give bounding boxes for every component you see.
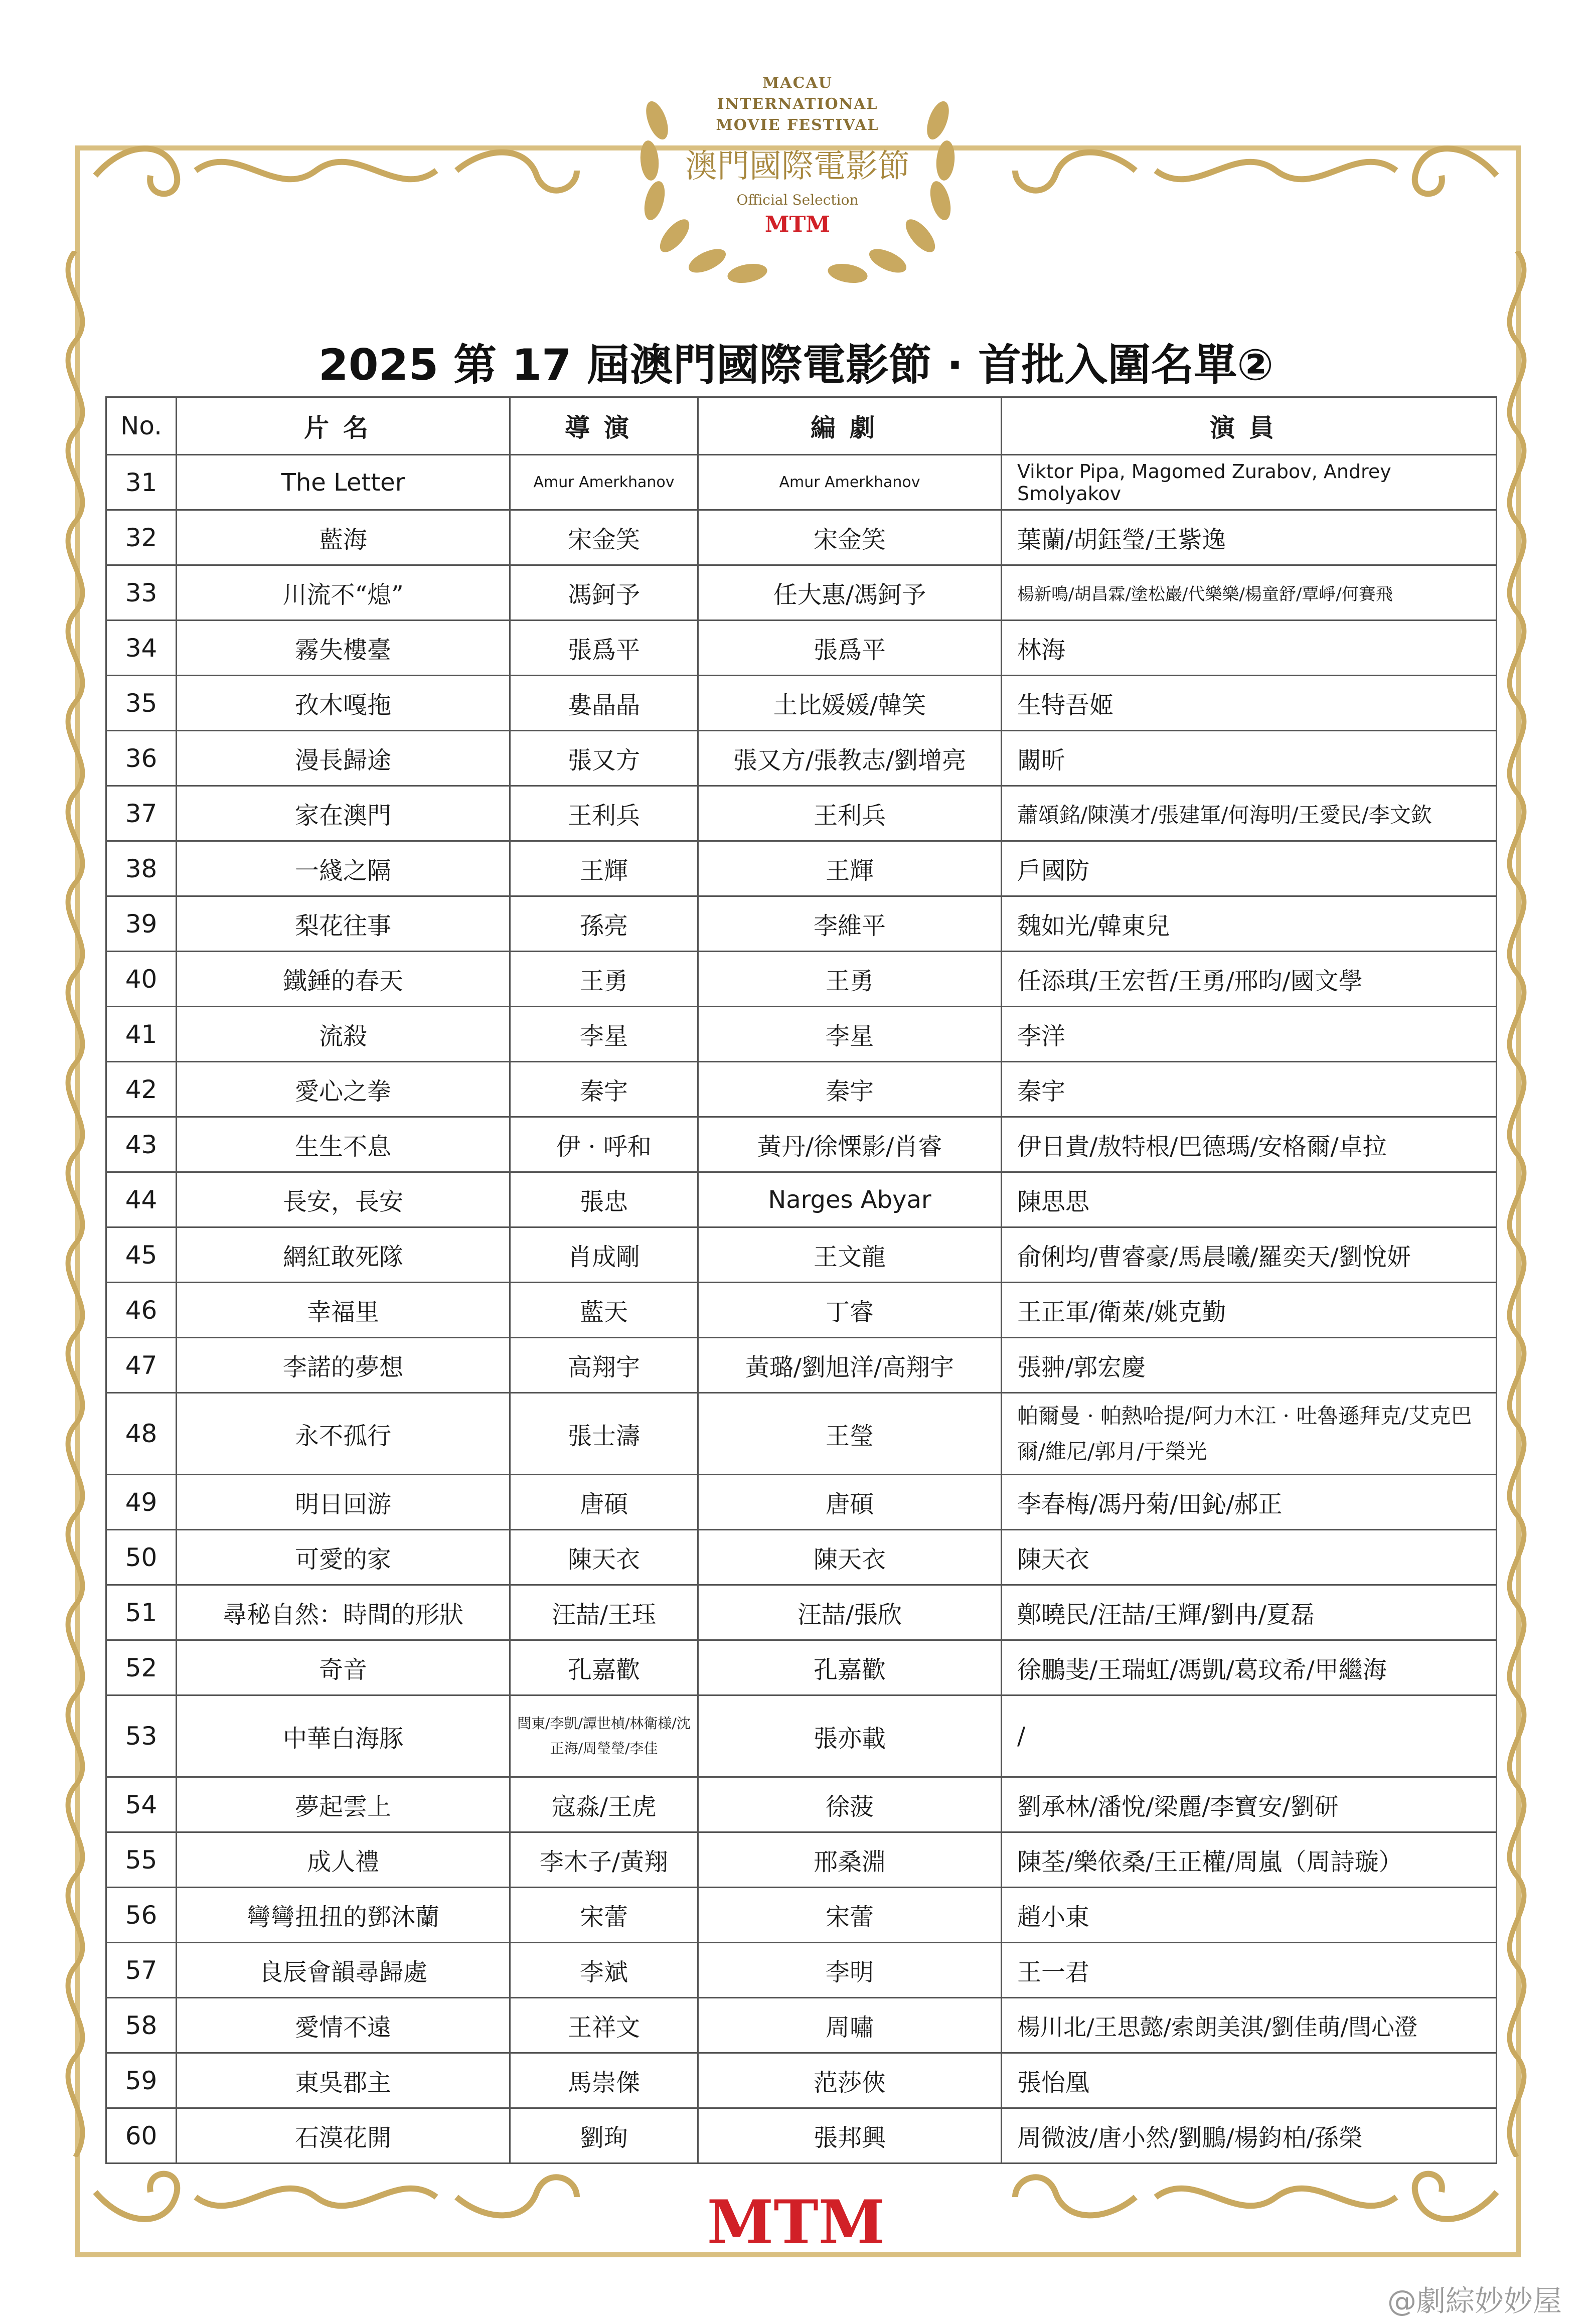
cell-title: 東吳郡主	[177, 2053, 510, 2108]
cell-title: 愛心之拳	[177, 1062, 510, 1117]
badge-mtm-logo: MTM	[764, 212, 831, 237]
cell-no: 34	[106, 621, 177, 676]
cell-director: 馬崇傑	[510, 2053, 698, 2108]
cell-cast: 劉承林/潘悅/梁麗/李寶安/劉研	[1002, 1777, 1497, 1832]
cell-title: 霧失樓臺	[177, 621, 510, 676]
cell-no: 57	[106, 1943, 177, 1998]
cell-title: 明日回游	[177, 1475, 510, 1530]
cell-title: 生生不息	[177, 1117, 510, 1172]
cell-cast: 王正軍/衛萊/姚克勤	[1002, 1283, 1497, 1338]
cell-director: 馮鈳予	[510, 565, 698, 621]
cell-writer: 黃丹/徐慄影/肖睿	[698, 1117, 1002, 1172]
cell-no: 47	[106, 1338, 177, 1393]
top-left-scroll-ornament	[85, 130, 587, 211]
cell-cast: 任添琪/王宏哲/王勇/邢昀/國文學	[1002, 952, 1497, 1007]
cell-no: 31	[106, 455, 177, 510]
cell-director: 宋金笑	[510, 510, 698, 565]
cell-writer: 陳天衣	[698, 1530, 1002, 1585]
header-director: 導演	[510, 397, 698, 455]
cell-no: 33	[106, 565, 177, 621]
cell-title: 愛情不遠	[177, 1998, 510, 2053]
cell-no: 44	[106, 1172, 177, 1227]
cell-writer: 丁睿	[698, 1283, 1002, 1338]
cell-writer: 汪喆/張欣	[698, 1585, 1002, 1640]
cell-cast: 陳荃/樂依桑/王正權/周嵐（周詩璇）	[1002, 1832, 1497, 1888]
cell-title: 永不孤行	[177, 1393, 510, 1475]
table-row	[106, 565, 1497, 621]
cell-director: 李木子/黃翔	[510, 1832, 698, 1888]
cell-writer: 任大惠/馮鈳予	[698, 565, 1002, 621]
table-row	[106, 1393, 1497, 1475]
cell-writer: 宋金笑	[698, 510, 1002, 565]
cell-director: 張爲平	[510, 621, 698, 676]
cell-director: 唐碩	[510, 1475, 698, 1530]
table-row	[106, 1475, 1497, 1530]
cell-writer: 張爲平	[698, 621, 1002, 676]
cell-no: 45	[106, 1227, 177, 1283]
badge-official-selection: Official Selection	[736, 192, 859, 208]
cell-cast: 戶國防	[1002, 841, 1497, 896]
table-row	[106, 1117, 1497, 1172]
cell-cast: 李春梅/馮丹菊/田鈊/郝正	[1002, 1475, 1497, 1530]
cell-director: 肖成剛	[510, 1227, 698, 1283]
cell-director: 陳天衣	[510, 1530, 698, 1585]
cell-title: 一綫之隔	[177, 841, 510, 896]
table-row	[106, 1530, 1497, 1585]
cell-director: 孫亮	[510, 896, 698, 952]
cell-cast: 葉蘭/胡鈺瑩/王紫逸	[1002, 510, 1497, 565]
table-row	[106, 1777, 1497, 1832]
cell-director: 藍天	[510, 1283, 698, 1338]
page-title: 2025 第 17 屆澳門國際電影節 · 首批入圍名單②	[318, 340, 1274, 390]
cell-title: 中華白海豚	[177, 1695, 510, 1777]
cell-cast: 伊日貴/敖特根/巴德瑪/安格爾/卓拉	[1002, 1117, 1497, 1172]
cell-director: 李斌	[510, 1943, 698, 1998]
header-title: 片名	[177, 397, 510, 455]
cell-title: 漫長歸途	[177, 731, 510, 786]
cell-no: 53	[106, 1695, 177, 1777]
cell-no: 32	[106, 510, 177, 565]
cell-title: 家在澳門	[177, 786, 510, 841]
cell-director: 王輝	[510, 841, 698, 896]
cell-writer: 李明	[698, 1943, 1002, 1998]
table-row	[106, 2053, 1497, 2108]
cell-writer: Amur Amerkhanov	[698, 455, 1002, 510]
table-row	[106, 1695, 1497, 1777]
cell-title: 孜木嘎拖	[177, 676, 510, 731]
left-ornamental-border	[45, 251, 105, 2157]
cell-director: 汪喆/王珏	[510, 1585, 698, 1640]
cell-cast: 魏如光/韓東兒	[1002, 896, 1497, 952]
table-body	[106, 455, 1497, 2163]
cell-director: 張忠	[510, 1172, 698, 1227]
cell-director: 王勇	[510, 952, 698, 1007]
cell-no: 36	[106, 731, 177, 786]
cell-cast: 蕭頌銘/陳漢才/張建軍/何海明/王愛民/李文欽	[1002, 786, 1497, 841]
cell-director: 寇淼/王虎	[510, 1777, 698, 1832]
header-writer: 編劇	[698, 397, 1002, 455]
cell-title: 成人禮	[177, 1832, 510, 1888]
cell-cast: 楊川北/王思懿/索朗美淇/劉佳萌/閆心澄	[1002, 1998, 1497, 2053]
cell-cast: 鄭曉民/汪喆/王輝/劉冉/夏磊	[1002, 1585, 1497, 1640]
cell-no: 55	[106, 1832, 177, 1888]
cell-no: 38	[106, 841, 177, 896]
cell-writer: 王利兵	[698, 786, 1002, 841]
cell-cast: 張翀/郭宏慶	[1002, 1338, 1497, 1393]
cell-title: The Letter	[177, 455, 510, 510]
cell-cast: 秦宇	[1002, 1062, 1497, 1117]
cell-cast: 俞俐均/曹睿豪/馬晨曦/羅奕天/劉悅妍	[1002, 1227, 1497, 1283]
cell-no: 35	[106, 676, 177, 731]
cell-director: 王利兵	[510, 786, 698, 841]
cell-no: 39	[106, 896, 177, 952]
cell-cast: 闞昕	[1002, 731, 1497, 786]
cell-director: 伊 · 呼和	[510, 1117, 698, 1172]
cell-director: 張士濤	[510, 1393, 698, 1475]
festival-laurel-badge	[627, 60, 968, 291]
cell-writer: 李維平	[698, 896, 1002, 952]
cell-cast: 徐鵬斐/王瑞虹/馮凱/葛玟希/甲繼海	[1002, 1640, 1497, 1695]
header-cast: 演員	[1002, 397, 1497, 455]
cell-no: 37	[106, 786, 177, 841]
cell-cast: 張怡凰	[1002, 2053, 1497, 2108]
cell-no: 54	[106, 1777, 177, 1832]
cell-title: 尋秘自然：時間的形狀	[177, 1585, 510, 1640]
table-row	[106, 1943, 1497, 1998]
table-row	[106, 676, 1497, 731]
cell-director: 孔嘉歡	[510, 1640, 698, 1695]
table-row	[106, 731, 1497, 786]
cell-writer: 王輝	[698, 841, 1002, 896]
cell-writer: 邢桑淵	[698, 1832, 1002, 1888]
cell-writer: 土比媛媛/韓笑	[698, 676, 1002, 731]
table-row	[106, 1640, 1497, 1695]
table-row	[106, 621, 1497, 676]
badge-chinese-name: 澳門國際電影節	[685, 148, 910, 185]
cell-director: 劉珣	[510, 2108, 698, 2163]
cell-cast: 王一君	[1002, 1943, 1497, 1998]
cell-title: 藍海	[177, 510, 510, 565]
table-row	[106, 1227, 1497, 1283]
cell-cast: 陳思思	[1002, 1172, 1497, 1227]
cell-writer: 李星	[698, 1007, 1002, 1062]
table-row	[106, 896, 1497, 952]
cell-writer: 王勇	[698, 952, 1002, 1007]
cell-writer: 張邦興	[698, 2108, 1002, 2163]
cell-writer: 周嘯	[698, 1998, 1002, 2053]
cell-director: 張又方	[510, 731, 698, 786]
cell-director: Amur Amerkhanov	[510, 455, 698, 510]
cell-title: 良辰會韻尋歸處	[177, 1943, 510, 1998]
table-row	[106, 1062, 1497, 1117]
cell-title: 石漠花開	[177, 2108, 510, 2163]
cell-cast: 楊新鳴/胡昌霖/塗松巖/代樂樂/楊童舒/覃崢/何賽飛	[1002, 565, 1497, 621]
cell-title: 李諾的夢想	[177, 1338, 510, 1393]
cell-cast: 陳天衣	[1002, 1530, 1497, 1585]
cell-director: 閆東/李凱/譚世楨/林衛様/沈正海/周瑩瑩/李佳	[510, 1695, 698, 1777]
cell-writer: 宋蕾	[698, 1888, 1002, 1943]
cell-title: 流殺	[177, 1007, 510, 1062]
cell-title: 長安，長安	[177, 1172, 510, 1227]
table-row	[106, 1007, 1497, 1062]
cell-title: 幸福里	[177, 1283, 510, 1338]
cell-writer: 秦宇	[698, 1062, 1002, 1117]
cell-director: 宋蕾	[510, 1888, 698, 1943]
cell-cast: Viktor Pipa, Magomed Zurabov, Andrey Smolyakov	[1002, 455, 1497, 510]
cell-director: 秦宇	[510, 1062, 698, 1117]
cell-no: 50	[106, 1530, 177, 1585]
table-row	[106, 786, 1497, 841]
table-header-row	[106, 397, 1497, 455]
watermark-text: @劇綜妙妙屋	[1387, 2284, 1562, 2318]
cell-writer: 王瑩	[698, 1393, 1002, 1475]
cell-title: 網紅敢死隊	[177, 1227, 510, 1283]
cell-writer: Narges Abyar	[698, 1172, 1002, 1227]
cell-writer: 王文龍	[698, 1227, 1002, 1283]
cell-writer: 范莎俠	[698, 2053, 1002, 2108]
cell-title: 夢起雲上	[177, 1777, 510, 1832]
table-row	[106, 1998, 1497, 2053]
cell-title: 可愛的家	[177, 1530, 510, 1585]
cell-cast: /	[1002, 1695, 1497, 1777]
table-row	[106, 2108, 1497, 2163]
selection-table	[105, 396, 1497, 2164]
cell-cast: 趙小東	[1002, 1888, 1497, 1943]
table-row	[106, 841, 1497, 896]
cell-no: 58	[106, 1998, 177, 2053]
footer-mtm-logo: MTM	[707, 2187, 885, 2258]
table-row	[106, 1832, 1497, 1888]
cell-director: 高翔宇	[510, 1338, 698, 1393]
cell-writer: 張亦載	[698, 1695, 1002, 1777]
cell-writer: 孔嘉歡	[698, 1640, 1002, 1695]
cell-cast: 帕爾曼 · 帕熱哈提/阿力木江 · 吐魯遜拜克/艾克巴爾/維尼/郭月/于榮光	[1002, 1393, 1497, 1475]
cell-no: 48	[106, 1393, 177, 1475]
cell-no: 59	[106, 2053, 177, 2108]
cell-writer: 徐菠	[698, 1777, 1002, 1832]
cell-no: 40	[106, 952, 177, 1007]
cell-no: 60	[106, 2108, 177, 2163]
table-row	[106, 1172, 1497, 1227]
cell-no: 56	[106, 1888, 177, 1943]
badge-line-international: INTERNATIONAL	[717, 95, 878, 113]
cell-no: 43	[106, 1117, 177, 1172]
cell-no: 52	[106, 1640, 177, 1695]
cell-writer: 唐碩	[698, 1475, 1002, 1530]
cell-no: 49	[106, 1475, 177, 1530]
badge-line-macau: MACAU	[762, 74, 833, 92]
cell-no: 42	[106, 1062, 177, 1117]
cell-title: 奇音	[177, 1640, 510, 1695]
table-row	[106, 455, 1497, 510]
table-row	[106, 952, 1497, 1007]
cell-director: 李星	[510, 1007, 698, 1062]
table-row	[106, 1888, 1497, 1943]
top-right-scroll-ornament	[1005, 130, 1507, 211]
cell-no: 41	[106, 1007, 177, 1062]
cell-cast: 生特吾姬	[1002, 676, 1497, 731]
cell-writer: 黃璐/劉旭洋/高翔宇	[698, 1338, 1002, 1393]
cell-title: 川流不“熄”	[177, 565, 510, 621]
cell-no: 46	[106, 1283, 177, 1338]
cell-title: 彎彎扭扭的鄧沐蘭	[177, 1888, 510, 1943]
cell-director: 王祥文	[510, 1998, 698, 2053]
table-row	[106, 1338, 1497, 1393]
table-row	[106, 1585, 1497, 1640]
cell-cast: 林海	[1002, 621, 1497, 676]
cell-title: 梨花往事	[177, 896, 510, 952]
table-row	[106, 1283, 1497, 1338]
table-row	[106, 510, 1497, 565]
cell-writer: 張又方/張教志/劉增亮	[698, 731, 1002, 786]
cell-director: 婁晶晶	[510, 676, 698, 731]
cell-no: 51	[106, 1585, 177, 1640]
badge-line-movie-festival: MOVIE FESTIVAL	[716, 116, 879, 134]
cell-cast: 周微波/唐小然/劉鵬/楊鈞柏/孫榮	[1002, 2108, 1497, 2163]
header-no: No.	[106, 397, 177, 455]
cell-title: 鐵錘的春天	[177, 952, 510, 1007]
cell-cast: 李洋	[1002, 1007, 1497, 1062]
